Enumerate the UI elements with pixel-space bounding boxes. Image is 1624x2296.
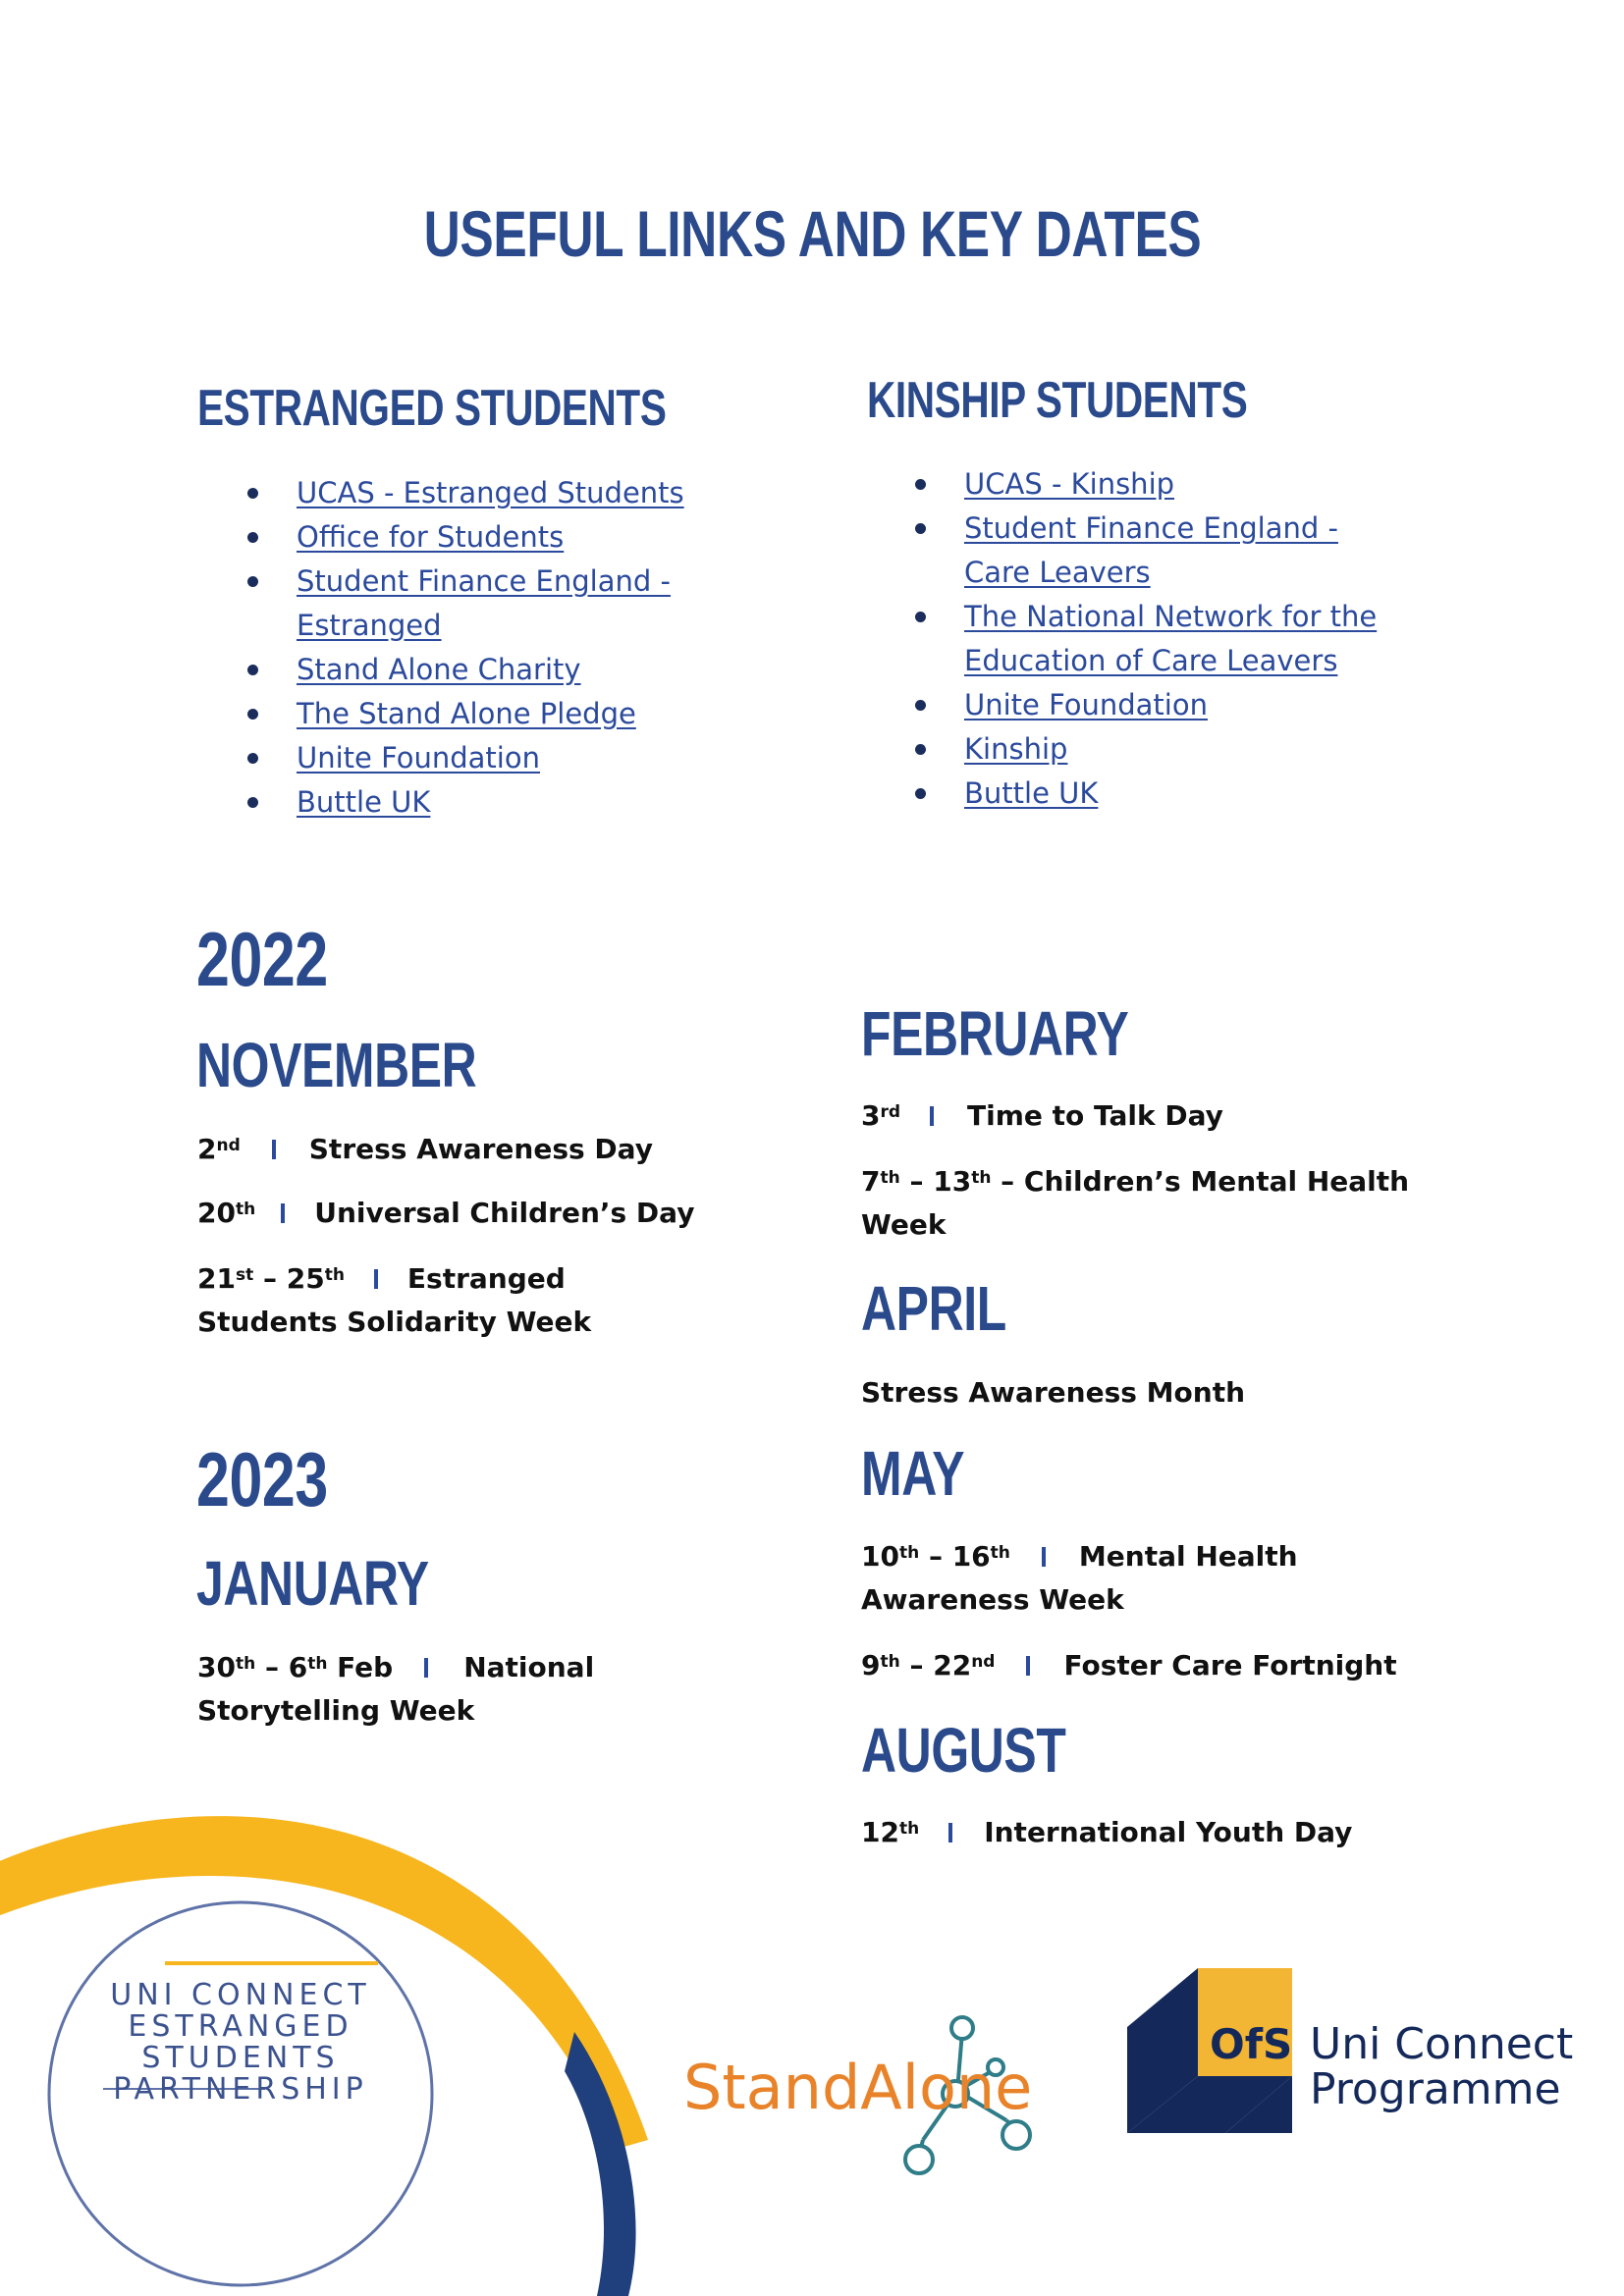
separator (930, 1106, 934, 1126)
link-stand-alone-charity[interactable]: Stand Alone Charity (297, 653, 581, 686)
logo-text-line-3: STUDENTS (141, 2041, 340, 2075)
event-international-youth-day: 12th International Youth Day (861, 1816, 1353, 1848)
logo-text-line-4: PARTNERSHIP (113, 2072, 368, 2107)
event-national-storytelling-week: 30th – 6th Feb National Storytelling Week (197, 1651, 595, 1727)
list-item (247, 515, 709, 560)
link-student-finance-estranged[interactable]: Student Finance England - Estranged (297, 564, 671, 642)
link-stand-alone-pledge[interactable]: The Stand Alone Pledge (297, 697, 636, 730)
year-2023: 2023 (196, 1436, 328, 1522)
month-february: FEBRUARY (861, 998, 1129, 1069)
page-title: USEFUL LINKS AND KEY DATES (423, 197, 1201, 270)
link-unite-foundation[interactable]: Unite Foundation (297, 741, 540, 774)
month-november: NOVEMBER (196, 1030, 477, 1100)
month-august: AUGUST (861, 1715, 1066, 1786)
ofs-line-1: Uni Connect (1310, 2019, 1574, 2069)
month-january: JANUARY (196, 1548, 429, 1619)
separator (281, 1203, 285, 1223)
event-stress-awareness-month: Stress Awareness Month (861, 1376, 1246, 1409)
event-mental-health-awareness-week: 10th – 16th Mental Health Awareness Week (861, 1540, 1298, 1616)
event-time-to-talk-day: 3rd Time to Talk Day (861, 1099, 1223, 1132)
list-item (915, 772, 1406, 816)
ofs-mark-text: OfS (1210, 2020, 1293, 2068)
month-april: APRIL (861, 1273, 1006, 1344)
uniconnect-partnership-logo (0, 1787, 687, 2296)
list-item (247, 780, 709, 825)
list-item (247, 560, 709, 648)
estranged-heading: ESTRANGED STUDENTS (197, 380, 667, 437)
event-stress-awareness-day: 2nd Stress Awareness Day (197, 1133, 653, 1165)
event-universal-childrens-day: 20th Universal Children’s Day (197, 1197, 695, 1229)
link-buttle-uk[interactable]: Buttle UK (297, 785, 431, 819)
month-may: MAY (861, 1438, 965, 1509)
separator (272, 1140, 276, 1159)
kinship-heading: KINSHIP STUDENTS (867, 372, 1248, 429)
list-item (915, 727, 1406, 772)
kinship-links (915, 462, 1406, 816)
separator (1026, 1656, 1030, 1676)
list-item (915, 683, 1406, 727)
ofs-logo (1127, 1968, 1618, 2169)
list-item (915, 595, 1406, 683)
link-ucas-kinship[interactable]: UCAS - Kinship (964, 467, 1175, 501)
separator (374, 1269, 378, 1289)
event-childrens-mental-health-week: 7th – 13th – Children’s Mental Health Week (861, 1165, 1410, 1241)
link-national-network[interactable]: The National Network for the Education of Care Leavers (964, 600, 1378, 677)
ofs-line-2: Programme (1310, 2064, 1561, 2114)
logo-text-line-2: ESTRANGED (128, 2009, 353, 2044)
link-buttle-uk[interactable]: Buttle UK (964, 776, 1099, 810)
separator (1042, 1547, 1046, 1567)
year-2022: 2022 (196, 916, 328, 1002)
standalone-wordmark: StandAlone (683, 2052, 1033, 2123)
list-item (915, 507, 1406, 595)
separator (424, 1658, 428, 1678)
link-kinship[interactable]: Kinship (964, 732, 1068, 766)
list-item (247, 471, 709, 515)
separator (948, 1823, 952, 1842)
estranged-links (247, 471, 709, 825)
link-office-for-students[interactable]: Office for Students (297, 520, 565, 554)
logo-text-line-1: UNI CONNECT (110, 1978, 371, 2012)
list-item (247, 648, 709, 692)
link-ucas-estranged[interactable]: UCAS - Estranged Students (297, 476, 684, 509)
list-item (247, 736, 709, 780)
list-item (915, 462, 1406, 507)
link-unite-foundation[interactable]: Unite Foundation (964, 688, 1208, 721)
event-foster-care-fortnight: 9th – 22nd Foster Care Fortnight (861, 1649, 1397, 1682)
event-estranged-solidarity-week: 21st – 25th Estranged Students Solidarity Week (197, 1262, 592, 1338)
list-item (247, 692, 709, 736)
standalone-logo (677, 2002, 1090, 2189)
link-student-finance-care-leavers[interactable]: Student Finance England - Care Leavers (964, 511, 1338, 589)
